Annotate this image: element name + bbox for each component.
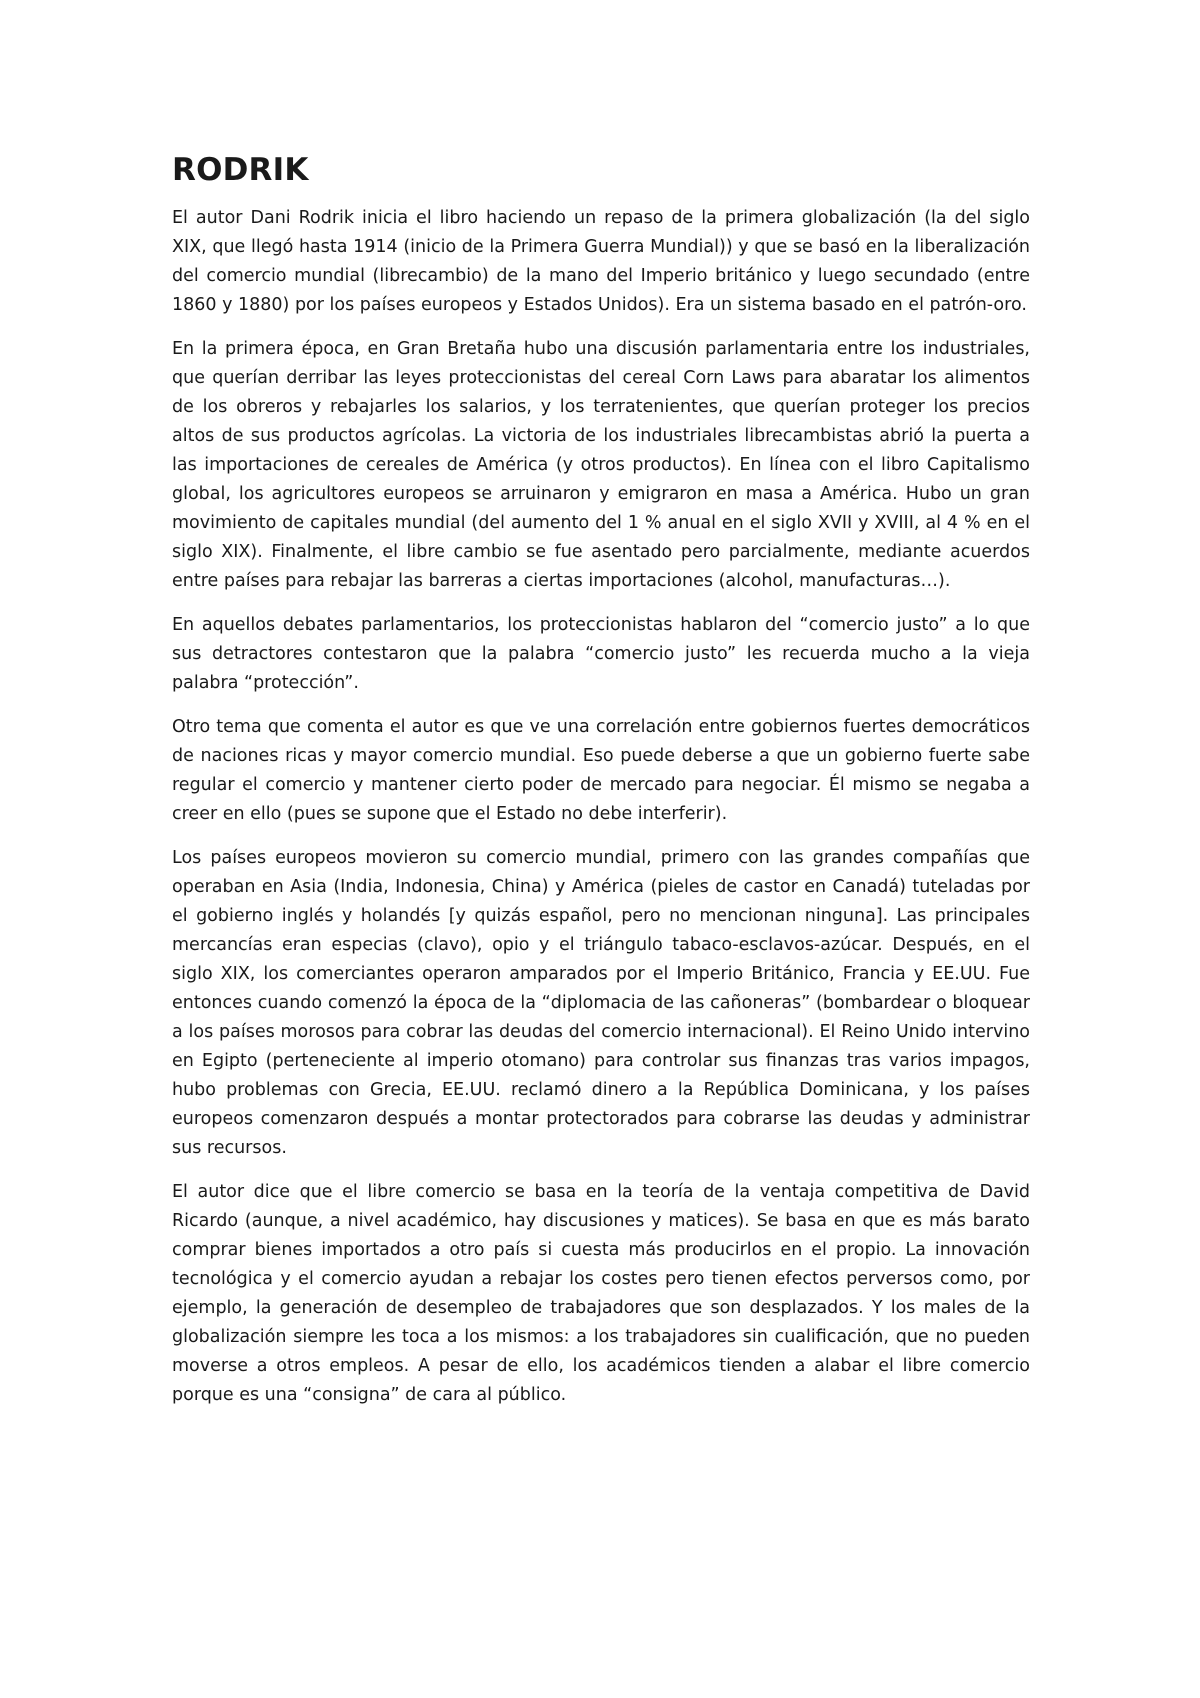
- paragraph-1: El autor Dani Rodrik inicia el libro haciendo un repaso de la primera globalización (la del siglo XIX, que llegó hasta 1914 (inicio de la Primera Guerra Mundial)) y que se basó en la liberalización del comercio mundial (librecambio) de la mano del Imperio británico y luego secundado (entre 1860 y 1880) por los países europeos y Estados Unidos). Era un sistema basado en el patrón-oro.: [172, 208, 1030, 315]
- paragraph-4: Otro tema que comenta el autor es que ve una correlación entre gobiernos fuertes democráticos de naciones ricas y mayor comercio mundial. Eso puede deberse a que un gobierno fuerte sabe regular el comercio y mantener cierto poder de mercado para negociar. Él mismo se negaba a creer en ello (pues se supone que el Estado no debe interferir).: [172, 717, 1030, 824]
- paragraph-6: El autor dice que el libre comercio se basa en la teoría de la ventaja competitiva de David Ricardo (aunque, a nivel académico, hay discusiones y matices). Se basa en que es más barato comprar bienes importados a otro país si cuesta más producirlos en el propio. La innovación tecnológica y el comercio ayudan a rebajar los costes pero tienen efectos perversos como, por ejemplo, la generación de desempleo de trabajadores que son desplazados. Y los males de la globalización siempre les toca a los mismos: a los trabajadores sin cualificación, que no pueden moverse a otros empleos. A pesar de ello, los académicos tienden a alabar el libre comercio porque es una “consigna” de cara al público.: [172, 1182, 1030, 1405]
- paragraph-3: En aquellos debates parlamentarios, los proteccionistas hablaron del “comercio justo” a lo que sus detractores contestaron que la palabra “comercio justo” les recuerda mucho a la vieja palabra “protección”.: [172, 615, 1030, 693]
- document-body: [172, 150, 1030, 1425]
- paragraph-2: En la primera época, en Gran Bretaña hubo una discusión parlamentaria entre los industriales, que querían derribar las leyes proteccionistas del cereal Corn Laws para abaratar los alimentos de los obreros y rebajarles los salarios, y los terratenientes, que querían proteger los precios altos de sus productos agrícolas. La victoria de los industriales librecambistas abrió la puerta a las importaciones de cereales de América (y otros productos). En línea con el libro Capitalismo global, los agricultores europeos se arruinaron y emigraron en masa a América. Hubo un gran movimiento de capitales mundial (del aumento del 1 % anual en el siglo XVII y XVIII, al 4 % en el siglo XIX). Finalmente, el libre cambio se fue asentado pero parcialmente, mediante acuerdos entre países para rebajar las barreras a ciertas importaciones (alcohol, manufacturas…).: [172, 339, 1030, 591]
- paragraph-5: Los países europeos movieron su comercio mundial, primero con las grandes compañías que operaban en Asia (India, Indonesia, China) y América (pieles de castor en Canadá) tuteladas por el gobierno inglés y holandés [y quizás español, pero no mencionan ninguna]. Las principales mercancías eran especias (clavo), opio y el triángulo tabaco-esclavos-azúcar. Después, en el siglo XIX, los comerciantes operaron amparados por el Imperio Británico, Francia y EE.UU. Fue entonces cuando comenzó la época de la “diplomacia de las cañoneras” (bombardear o bloquear a los países morosos para cobrar las deudas del comercio internacional). El Reino Unido intervino en Egipto (perteneciente al imperio otomano) para controlar sus finanzas tras varios impagos, hubo problemas con Grecia, EE.UU. reclamó dinero a la República Dominicana, y los países europeos comenzaron después a montar protectorados para cobrarse las deudas y administrar sus recursos.: [172, 848, 1030, 1158]
- document-title: RODRIK: [172, 152, 309, 188]
